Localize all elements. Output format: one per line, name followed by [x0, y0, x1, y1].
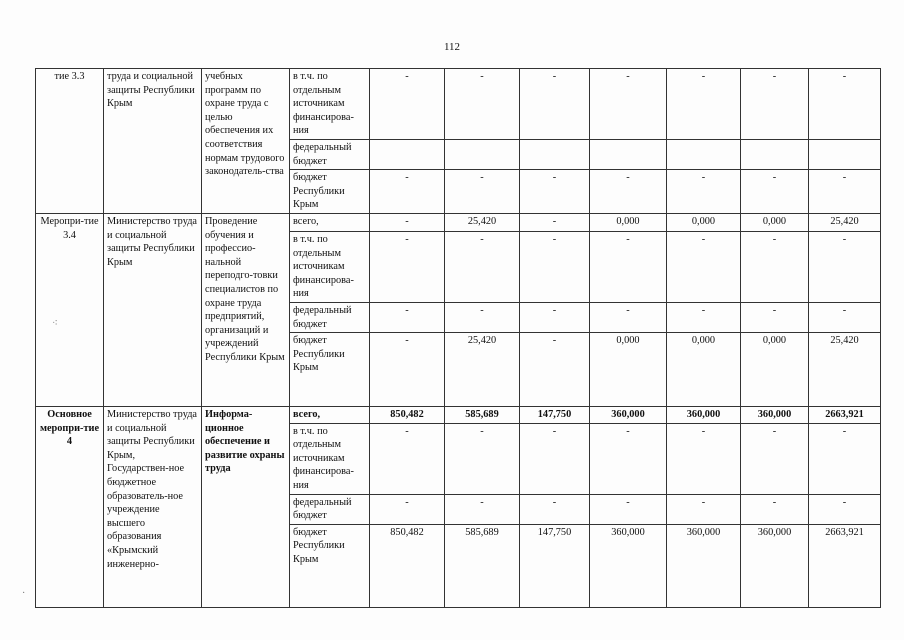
value-cell: - — [741, 170, 809, 214]
value-cell: - — [741, 494, 809, 524]
value-cell: 0,000 — [590, 333, 667, 407]
value-cell: - — [741, 231, 809, 302]
value-cell: - — [445, 170, 520, 214]
value-cell: - — [520, 494, 590, 524]
value-cell: - — [445, 69, 520, 140]
value-cell: - — [370, 302, 445, 332]
source-label: федеральный бюджет — [290, 139, 370, 169]
value-cell: 25,420 — [809, 213, 881, 231]
page-number: 112 — [443, 41, 461, 53]
value-cell: 360,000 — [741, 407, 809, 424]
value-cell: - — [370, 231, 445, 302]
value-cell: - — [667, 494, 741, 524]
value-cell: - — [520, 69, 590, 140]
value-cell: 585,689 — [445, 524, 520, 607]
value-cell: 2663,921 — [809, 407, 881, 424]
value-cell: - — [520, 170, 590, 214]
source-label: в т.ч. по отдельным источникам финансирова-ния — [290, 69, 370, 140]
value-cell: - — [445, 494, 520, 524]
value-cell: - — [370, 423, 445, 494]
value-cell: 147,750 — [520, 407, 590, 424]
value-cell: - — [590, 231, 667, 302]
value-cell: 360,000 — [667, 407, 741, 424]
scan-speck: ⁖ — [52, 318, 58, 329]
scan-speck: · — [22, 588, 26, 599]
value-cell: - — [445, 302, 520, 332]
value-cell — [741, 139, 809, 169]
source-label: бюджет Республики Крым — [290, 333, 370, 407]
value-cell: - — [445, 423, 520, 494]
measure-name: Информа-ционное обеспечение и развитие охраны труда — [202, 407, 290, 608]
value-cell: 0,000 — [667, 213, 741, 231]
value-cell: 360,000 — [741, 524, 809, 607]
value-cell: - — [445, 231, 520, 302]
value-cell: - — [590, 423, 667, 494]
value-cell: 25,420 — [445, 333, 520, 407]
value-cell: 25,420 — [445, 213, 520, 231]
measure-code: Меропри-тие 3.4 — [36, 213, 104, 406]
value-cell: - — [520, 213, 590, 231]
value-cell: - — [667, 302, 741, 332]
source-label: в т.ч. по отдельным источникам финансирова-ния — [290, 423, 370, 494]
value-cell: 360,000 — [590, 524, 667, 607]
value-cell: - — [370, 494, 445, 524]
value-cell: - — [667, 423, 741, 494]
source-label: всего, — [290, 407, 370, 424]
value-cell — [809, 139, 881, 169]
value-cell — [667, 139, 741, 169]
value-cell: - — [741, 302, 809, 332]
value-cell — [370, 139, 445, 169]
value-cell: - — [370, 213, 445, 231]
measure-name: учебных программ по охране труда с целью обеспечения их соответствия нормам трудового законодатель-ства — [202, 69, 290, 214]
value-cell — [590, 139, 667, 169]
source-label: федеральный бюджет — [290, 302, 370, 332]
value-cell: - — [520, 231, 590, 302]
value-cell: - — [590, 69, 667, 140]
value-cell: 0,000 — [741, 333, 809, 407]
value-cell — [520, 139, 590, 169]
value-cell: - — [809, 494, 881, 524]
measure-code: Основное меропри-тие 4 — [36, 407, 104, 608]
value-cell: - — [741, 423, 809, 494]
value-cell: - — [370, 333, 445, 407]
budget-table — [35, 68, 881, 608]
table-row — [36, 407, 881, 424]
value-cell: 0,000 — [741, 213, 809, 231]
table-row — [36, 69, 881, 140]
value-cell: 2663,921 — [809, 524, 881, 607]
executor-cell: Министерство труда и социальной защиты Республики Крым — [104, 213, 202, 406]
source-label: федеральный бюджет — [290, 494, 370, 524]
value-cell: 360,000 — [667, 524, 741, 607]
value-cell: 0,000 — [667, 333, 741, 407]
value-cell: - — [667, 170, 741, 214]
value-cell: - — [809, 302, 881, 332]
value-cell: - — [741, 69, 809, 140]
value-cell: 850,482 — [370, 524, 445, 607]
value-cell: - — [520, 423, 590, 494]
value-cell: - — [809, 170, 881, 214]
value-cell: - — [520, 302, 590, 332]
source-label: бюджет Республики Крым — [290, 524, 370, 607]
source-label: в т.ч. по отдельным источникам финансирова-ния — [290, 231, 370, 302]
value-cell: 585,689 — [445, 407, 520, 424]
source-label: бюджет Республики Крым — [290, 170, 370, 214]
source-label: всего, — [290, 213, 370, 231]
value-cell: - — [590, 302, 667, 332]
measure-code: тие 3.3 — [36, 69, 104, 214]
value-cell: - — [590, 494, 667, 524]
value-cell: - — [370, 69, 445, 140]
executor-cell: Министерство труда и социальной защиты Республики Крым, Государствен-ное бюджетное образователь-ное учреждение высшего образования «Крымский инженерно- — [104, 407, 202, 608]
table-row — [36, 213, 881, 231]
value-cell: - — [667, 69, 741, 140]
value-cell: - — [809, 231, 881, 302]
value-cell: - — [809, 69, 881, 140]
value-cell: - — [809, 423, 881, 494]
value-cell: - — [370, 170, 445, 214]
measure-name: Проведение обучения и профессио-нальной переподго-товки специалистов по охране труда предприятий, организаций и учреждений Республики Крым — [202, 213, 290, 406]
value-cell: - — [667, 231, 741, 302]
value-cell: 360,000 — [590, 407, 667, 424]
executor-cell: труда и социальной защиты Республики Крым — [104, 69, 202, 214]
value-cell: 147,750 — [520, 524, 590, 607]
value-cell: 850,482 — [370, 407, 445, 424]
value-cell: - — [590, 170, 667, 214]
value-cell: 25,420 — [809, 333, 881, 407]
value-cell — [445, 139, 520, 169]
value-cell: 0,000 — [590, 213, 667, 231]
value-cell: - — [520, 333, 590, 407]
